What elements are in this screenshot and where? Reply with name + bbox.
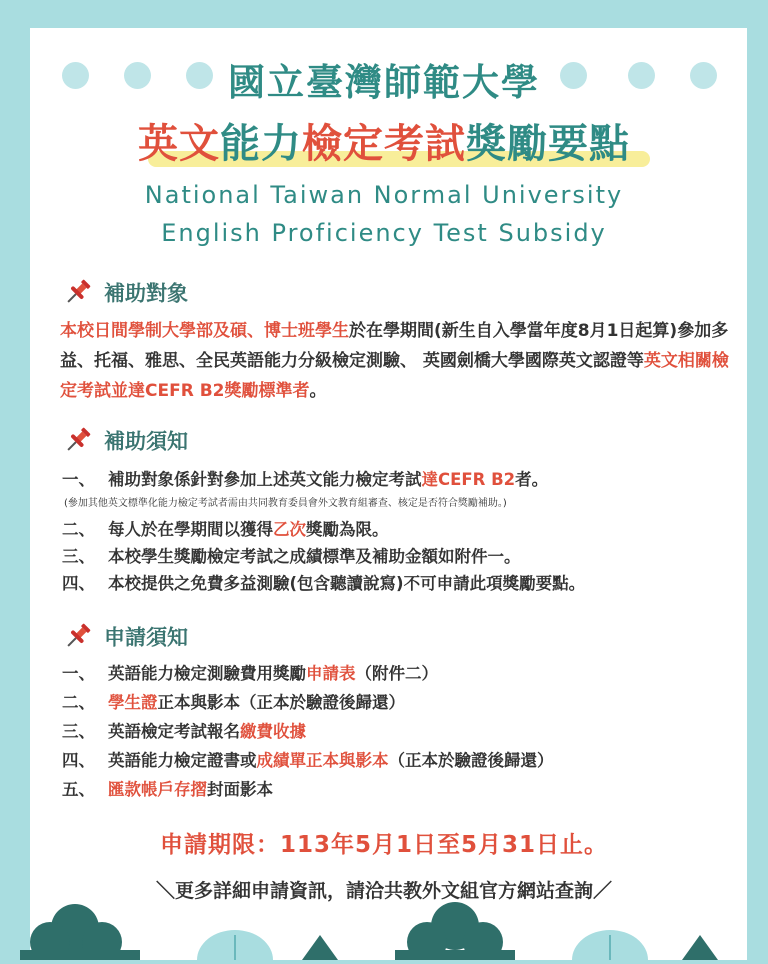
section-heading-text: 申請須知 — [104, 625, 188, 650]
item-red-text: 申請表 — [306, 664, 356, 683]
item-text: 英語能力檢定證書或 — [108, 751, 257, 770]
title-seg: 英文 — [138, 121, 220, 167]
item-text: 英語檢定考試報名 — [108, 722, 240, 741]
notice-item — [62, 516, 389, 540]
bush-icon — [570, 925, 650, 964]
item-number: 二、 — [62, 520, 95, 539]
pushpin-icon — [62, 276, 96, 313]
item-red-text: 乙次 — [273, 520, 306, 539]
english-title-line1: National Taiwan Normal University — [144, 181, 624, 209]
item-number: 一、 — [62, 470, 95, 489]
item-number: 三、 — [62, 547, 95, 566]
section-heading-text: 補助對象 — [104, 281, 188, 306]
pushpin-icon — [62, 620, 96, 657]
item-text: 者。 — [515, 470, 549, 489]
application-item — [62, 776, 273, 800]
title-seg: 檢定 — [302, 121, 384, 167]
title-seg: 能力 — [220, 121, 302, 167]
application-item — [62, 660, 438, 684]
item-text: 本校學生獎勵檢定考試之成績標準及補助金額如附件一。 — [108, 547, 521, 566]
eligibility-end: 。 — [309, 381, 327, 401]
item-text: （附件二） — [355, 664, 438, 683]
eligibility-red-1: 本校日間學制大學部及碩、博士班學生 — [60, 321, 349, 341]
more-info-text: ＼更多詳細申請資訊，請洽共教外文組官方網站查詢／ — [155, 880, 612, 902]
section-heading-application — [62, 620, 188, 657]
item-number: 四、 — [62, 574, 95, 593]
item-text: 每人於在學期間以獲得 — [108, 520, 273, 539]
item-number: 三、 — [62, 722, 95, 741]
eligibility-red-2: 英文相關檢定考試並達CEFR B2獎勵標準者 — [60, 351, 729, 401]
item-number: 一、 — [62, 664, 95, 683]
item-text: 英語能力檢定測驗費用獎勵 — [108, 664, 306, 683]
notice-item — [62, 466, 548, 490]
title-seg: 獎勵要點 — [466, 121, 630, 167]
item-red-text: 學生證 — [108, 693, 158, 712]
item-number: 四、 — [62, 751, 95, 770]
item-number: 二、 — [62, 693, 95, 712]
application-item — [62, 718, 306, 742]
bush-icon — [195, 925, 275, 964]
eligibility-paragraph — [60, 316, 740, 406]
item-number: 五、 — [62, 780, 95, 799]
notice-item — [62, 570, 585, 594]
item-red-text: 繳費收據 — [240, 722, 306, 741]
application-deadline: 申請期限：113年5月1日至5月31日止。 — [159, 832, 609, 858]
english-title-line2: English Proficiency Test Subsidy — [161, 219, 607, 247]
item-text: 補助對象係針對參加上述英文能力檢定考試 — [108, 470, 422, 489]
eligibility-text: 於在學期間(新生自入學當年度8月1日起算)參加多益、托福、雅思、全民英語能力分級檢定測驗、 英國劍橋大學國際英文認證等 — [60, 321, 729, 371]
item-text: 獎勵為限。 — [306, 520, 389, 539]
section-heading-notice — [62, 424, 188, 461]
section-heading-eligibility — [62, 276, 188, 313]
application-item — [62, 747, 554, 771]
title-seg: 考試 — [384, 121, 466, 167]
tree-icon — [20, 900, 140, 964]
pushpin-icon — [62, 424, 96, 461]
item-text: 封面影本 — [207, 780, 273, 799]
item-text: 正本與影本（正本於驗證後歸還） — [157, 693, 405, 712]
subsidy-title — [0, 112, 768, 169]
notice-footnote: (參加其他英文標準化能力檢定考試者需由共同教育委員會外文教育組審查、核定是否符合獎勵補助。) — [64, 498, 507, 509]
item-text: （正本於驗證後歸還） — [388, 751, 554, 770]
item-red-text: 達CEFR B2 — [421, 470, 516, 489]
application-item — [62, 689, 405, 713]
notice-item — [62, 543, 521, 567]
item-text: 本校提供之免費多益測驗(包含聽讀說寫)不可申請此項獎勵要點。 — [108, 574, 586, 593]
section-heading-text: 補助須知 — [104, 429, 188, 454]
university-title: 國立臺灣師範大學 — [228, 61, 540, 104]
tree-icon — [395, 898, 515, 964]
item-red-text: 成績單正本與影本 — [256, 751, 389, 770]
item-red-text: 匯款帳戶存摺 — [108, 780, 207, 799]
